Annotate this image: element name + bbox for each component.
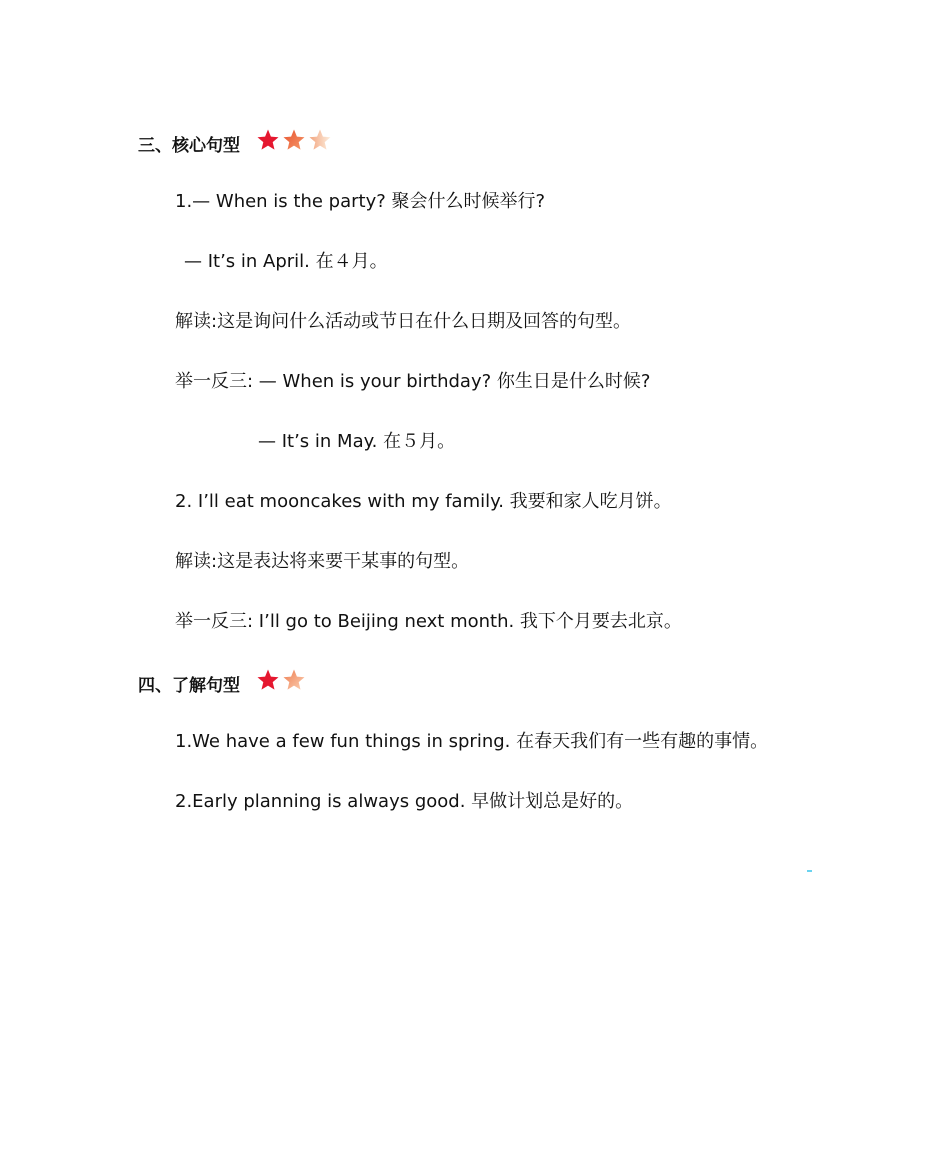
star-icon — [282, 128, 306, 152]
star-icon — [282, 668, 306, 692]
difficulty-stars — [256, 128, 334, 152]
sentence-line: 2. I’ll eat mooncakes with my family. 我要和家人吃月饼。 — [175, 491, 672, 512]
example-line: 举一反三: I’ll go to Beijing next month. 我下个月要去北京。 — [175, 611, 682, 632]
section-title: 三、核心句型 — [138, 135, 240, 156]
star-icon — [256, 668, 280, 692]
difficulty-stars — [256, 668, 308, 692]
explanation-line: 解读:这是表达将来要干某事的句型。 — [175, 551, 470, 572]
decorative-mark — [807, 870, 812, 872]
explanation-line: 解读:这是询问什么活动或节日在什么日期及回答的句型。 — [175, 311, 632, 332]
section-heading-understand-sentences — [138, 668, 308, 698]
star-icon — [256, 128, 280, 152]
section-heading-core-sentences — [138, 128, 334, 158]
example-line: 举一反三: — When is your birthday? 你生日是什么时候? — [175, 371, 651, 392]
sentence-line: 1.We have a few fun things in spring. 在春天我们有一些有趣的事情。 — [175, 731, 769, 752]
sentence-line: 1.— When is the party? 聚会什么时候举行? — [175, 191, 546, 212]
section-title: 四、了解句型 — [138, 675, 240, 696]
sentence-line: 2.Early planning is always good. 早做计划总是好的。 — [175, 791, 634, 812]
sentence-line: — It’s in April. 在４月。 — [184, 251, 388, 272]
star-icon — [308, 128, 332, 152]
example-line: — It’s in May. 在５月。 — [258, 431, 456, 452]
